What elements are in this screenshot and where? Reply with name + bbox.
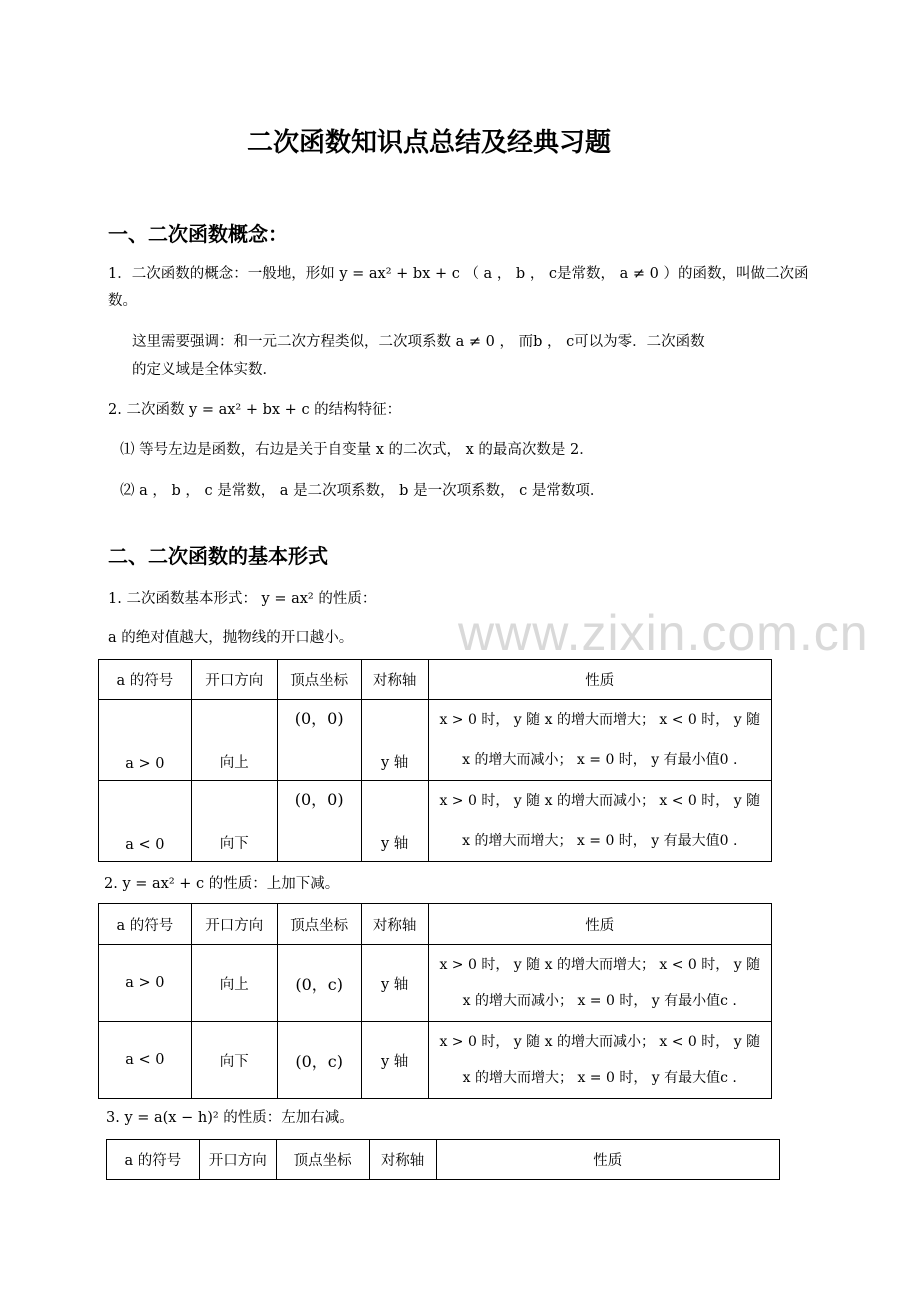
form1-note: a 的绝对值越大，抛物线的开口越小。 <box>108 630 354 646</box>
property-line: x > 0 时， y 随 x 的增大而增大； x < 0 时， y 随 <box>439 957 761 973</box>
direction-cell: 向上 <box>191 700 277 781</box>
sign-cell: a > 0 <box>99 700 192 781</box>
property-line: x > 0 时， y 随 x 的增大而减小； x < 0 时， y 随 <box>439 793 761 809</box>
structure-item-2: ⑵ a ， b ， c 是常数， a 是二次项系数， b 是一次项系数， c 是常数项． <box>120 483 605 499</box>
property-line: x 的增大而减小； x = 0 时， y 有最小值0 . <box>462 752 738 768</box>
header-axis: 对称轴 <box>361 904 428 945</box>
table-form2 <box>98 903 772 1099</box>
table-row <box>99 700 772 781</box>
table-row <box>99 781 772 862</box>
page-title: 二次函数知识点总结及经典习题 <box>246 128 611 158</box>
direction-cell: 向下 <box>191 781 277 862</box>
section-heading-basic-forms: 二、二次函数的基本形式 <box>108 544 328 568</box>
table-header-row <box>99 660 772 700</box>
table-form1 <box>98 659 772 862</box>
header-vertex: 顶点坐标 <box>276 1140 369 1180</box>
note-line1: 这里需要强调：和一元二次方程类似，二次项系数 a ≠ 0 ， 而b ， c可以为零．二次函数 <box>132 334 705 350</box>
table-row <box>99 1022 772 1099</box>
table-header-row <box>99 904 772 945</box>
form3-heading: 3. y = a(x − h)² 的性质：左加右减。 <box>106 1110 354 1126</box>
header-sign: a 的符号 <box>107 1140 200 1180</box>
property-cell <box>428 781 771 862</box>
concept-paragraph-line1: 1．二次函数的概念：一般地，形如 y = ax² + bx + c （ a ， b ， c是常数， a ≠ 0 ）的函数，叫做二次函 <box>108 266 809 282</box>
property-line: x > 0 时， y 随 x 的增大而减小； x < 0 时， y 随 <box>439 1034 761 1050</box>
header-direction: 开口方向 <box>191 904 277 945</box>
axis-cell: y 轴 <box>361 700 428 781</box>
header-property: 性质 <box>428 904 771 945</box>
header-property: 性质 <box>436 1140 779 1180</box>
header-property: 性质 <box>428 660 771 700</box>
sign-cell: a > 0 <box>99 945 192 1022</box>
property-line: x 的增大而减小； x = 0 时， y 有最小值c . <box>462 993 737 1009</box>
property-line: x 的增大而增大； x = 0 时， y 有最大值c . <box>462 1070 737 1086</box>
header-sign: a 的符号 <box>99 660 192 700</box>
table-header-row <box>107 1140 780 1180</box>
property-line: x > 0 时， y 随 x 的增大而增大； x < 0 时， y 随 <box>439 712 761 728</box>
direction-cell: 向下 <box>191 1022 277 1099</box>
note-line2: 的定义域是全体实数． <box>132 362 277 378</box>
header-axis: 对称轴 <box>361 660 428 700</box>
axis-cell: y 轴 <box>361 945 428 1022</box>
property-cell <box>428 945 771 1022</box>
header-axis: 对称轴 <box>369 1140 436 1180</box>
form2-heading: 2. y = ax² + c 的性质：上加下减。 <box>104 876 340 892</box>
header-direction: 开口方向 <box>199 1140 276 1180</box>
header-direction: 开口方向 <box>191 660 277 700</box>
structure-item-1: ⑴ 等号左边是函数，右边是关于自变量 x 的二次式， x 的最高次数是 2． <box>120 442 594 458</box>
property-line: x 的增大而增大； x = 0 时， y 有最大值0 . <box>462 833 738 849</box>
property-cell <box>428 1022 771 1099</box>
vertex-cell: (0，c) <box>295 1051 343 1071</box>
structure-heading: 2. 二次函数 y = ax² + bx + c 的结构特征： <box>108 402 402 418</box>
form1-heading: 1. 二次函数基本形式： y = ax² 的性质： <box>108 591 377 607</box>
header-sign: a 的符号 <box>99 904 192 945</box>
vertex-cell: (0，c) <box>295 974 343 994</box>
direction-cell: 向上 <box>191 945 277 1022</box>
vertex-cell: (0，0) <box>294 790 344 809</box>
section-heading-concept: 一、二次函数概念： <box>108 222 288 246</box>
axis-cell: y 轴 <box>361 1022 428 1099</box>
table-row <box>99 945 772 1022</box>
header-vertex: 顶点坐标 <box>277 660 361 700</box>
header-vertex: 顶点坐标 <box>277 904 361 945</box>
axis-cell: y 轴 <box>361 781 428 862</box>
watermark: www.zixin.com.cn <box>458 605 869 661</box>
property-cell <box>428 700 771 781</box>
sign-cell: a < 0 <box>99 781 192 862</box>
concept-paragraph-line2: 数。 <box>108 293 137 309</box>
table-form3 <box>106 1139 780 1180</box>
sign-cell: a < 0 <box>99 1022 192 1099</box>
vertex-cell: (0，0) <box>294 709 344 728</box>
